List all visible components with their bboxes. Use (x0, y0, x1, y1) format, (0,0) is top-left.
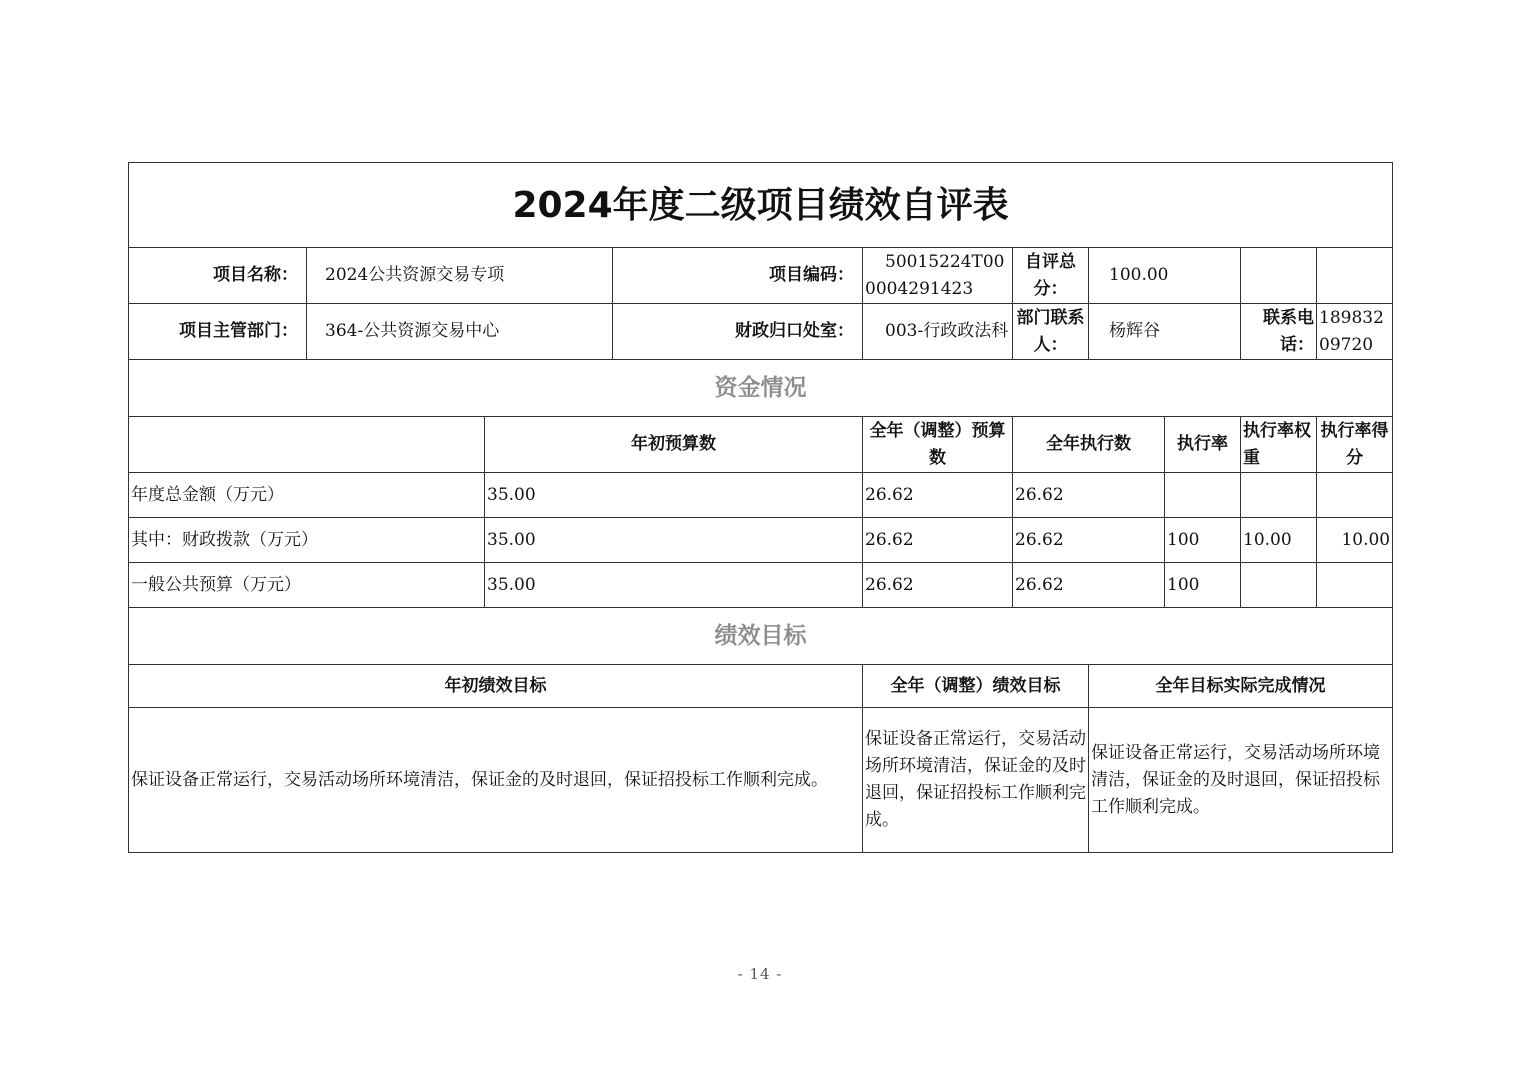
funds-header-rate: 执行率 (1165, 417, 1241, 473)
funds-weight (1241, 473, 1317, 518)
funds-adjusted: 26.62 (863, 518, 1013, 563)
project-code-value: 50015224T000004291423 (863, 248, 1013, 304)
funds-rate (1165, 473, 1241, 518)
table-row (129, 563, 1393, 608)
self-score-label: 自评总分： (1013, 248, 1089, 304)
funds-executed: 26.62 (1013, 473, 1165, 518)
funds-header-adjusted: 全年（调整）预算数 (863, 417, 1013, 473)
goals-header-initial: 年初绩效目标 (129, 665, 863, 708)
project-name-value: 2024公共资源交易专项 (307, 248, 613, 304)
table-row (129, 708, 1393, 853)
funds-rate: 100 (1165, 518, 1241, 563)
funds-rate: 100 (1165, 563, 1241, 608)
funds-executed: 26.62 (1013, 518, 1165, 563)
funds-initial: 35.00 (485, 473, 863, 518)
goal-actual-text: 保证设备正常运行，交易活动场所环境清洁，保证金的及时退回，保证招投标工作顺利完成。 (1089, 708, 1393, 853)
funds-adjusted: 26.62 (863, 473, 1013, 518)
dept-value: 364-公共资源交易中心 (307, 304, 613, 360)
funds-row-label: 一般公共预算（万元） (129, 563, 485, 608)
self-evaluation-table (128, 162, 1393, 853)
funds-score: 10.00 (1317, 518, 1393, 563)
contact-value: 杨辉谷 (1089, 304, 1241, 360)
funds-weight: 10.00 (1241, 518, 1317, 563)
funds-header-weight: 执行率权重 (1241, 417, 1317, 473)
funds-adjusted: 26.62 (863, 563, 1013, 608)
empty-cell (1241, 248, 1317, 304)
funds-row-label: 其中：财政拨款（万元） (129, 518, 485, 563)
finance-office-value: 003-行政政法科 (863, 304, 1013, 360)
table-row (129, 473, 1393, 518)
phone-value: 18983209720 (1317, 304, 1393, 360)
funds-score (1317, 473, 1393, 518)
page-number: - 14 - (737, 965, 783, 983)
funds-row-label: 年度总金额（万元） (129, 473, 485, 518)
goals-section-title: 绩效目标 (129, 608, 1393, 665)
goals-header-actual: 全年目标实际完成情况 (1089, 665, 1393, 708)
table-row (129, 518, 1393, 563)
project-code-label: 项目编码： (613, 248, 863, 304)
funds-initial: 35.00 (485, 563, 863, 608)
phone-label: 联系电话： (1241, 304, 1317, 360)
funds-executed: 26.62 (1013, 563, 1165, 608)
funds-section-title: 资金情况 (129, 360, 1393, 417)
funds-initial: 35.00 (485, 518, 863, 563)
self-score-value: 100.00 (1089, 248, 1241, 304)
funds-header-blank (129, 417, 485, 473)
page-title: 2024年度二级项目绩效自评表 (129, 163, 1393, 248)
empty-cell (1317, 248, 1393, 304)
funds-header-score: 执行率得分 (1317, 417, 1393, 473)
goal-initial-text: 保证设备正常运行，交易活动场所环境清洁，保证金的及时退回，保证招投标工作顺利完成。 (129, 708, 863, 853)
dept-label: 项目主管部门： (129, 304, 307, 360)
goal-adjusted-text: 保证设备正常运行，交易活动场所环境清洁，保证金的及时退回，保证招投标工作顺利完成。 (863, 708, 1089, 853)
funds-score (1317, 563, 1393, 608)
contact-label: 部门联系人： (1013, 304, 1089, 360)
funds-header-initial: 年初预算数 (485, 417, 863, 473)
project-name-label: 项目名称： (129, 248, 307, 304)
funds-weight (1241, 563, 1317, 608)
finance-office-label: 财政归口处室： (613, 304, 863, 360)
funds-header-executed: 全年执行数 (1013, 417, 1165, 473)
goals-header-adjusted: 全年（调整）绩效目标 (863, 665, 1089, 708)
